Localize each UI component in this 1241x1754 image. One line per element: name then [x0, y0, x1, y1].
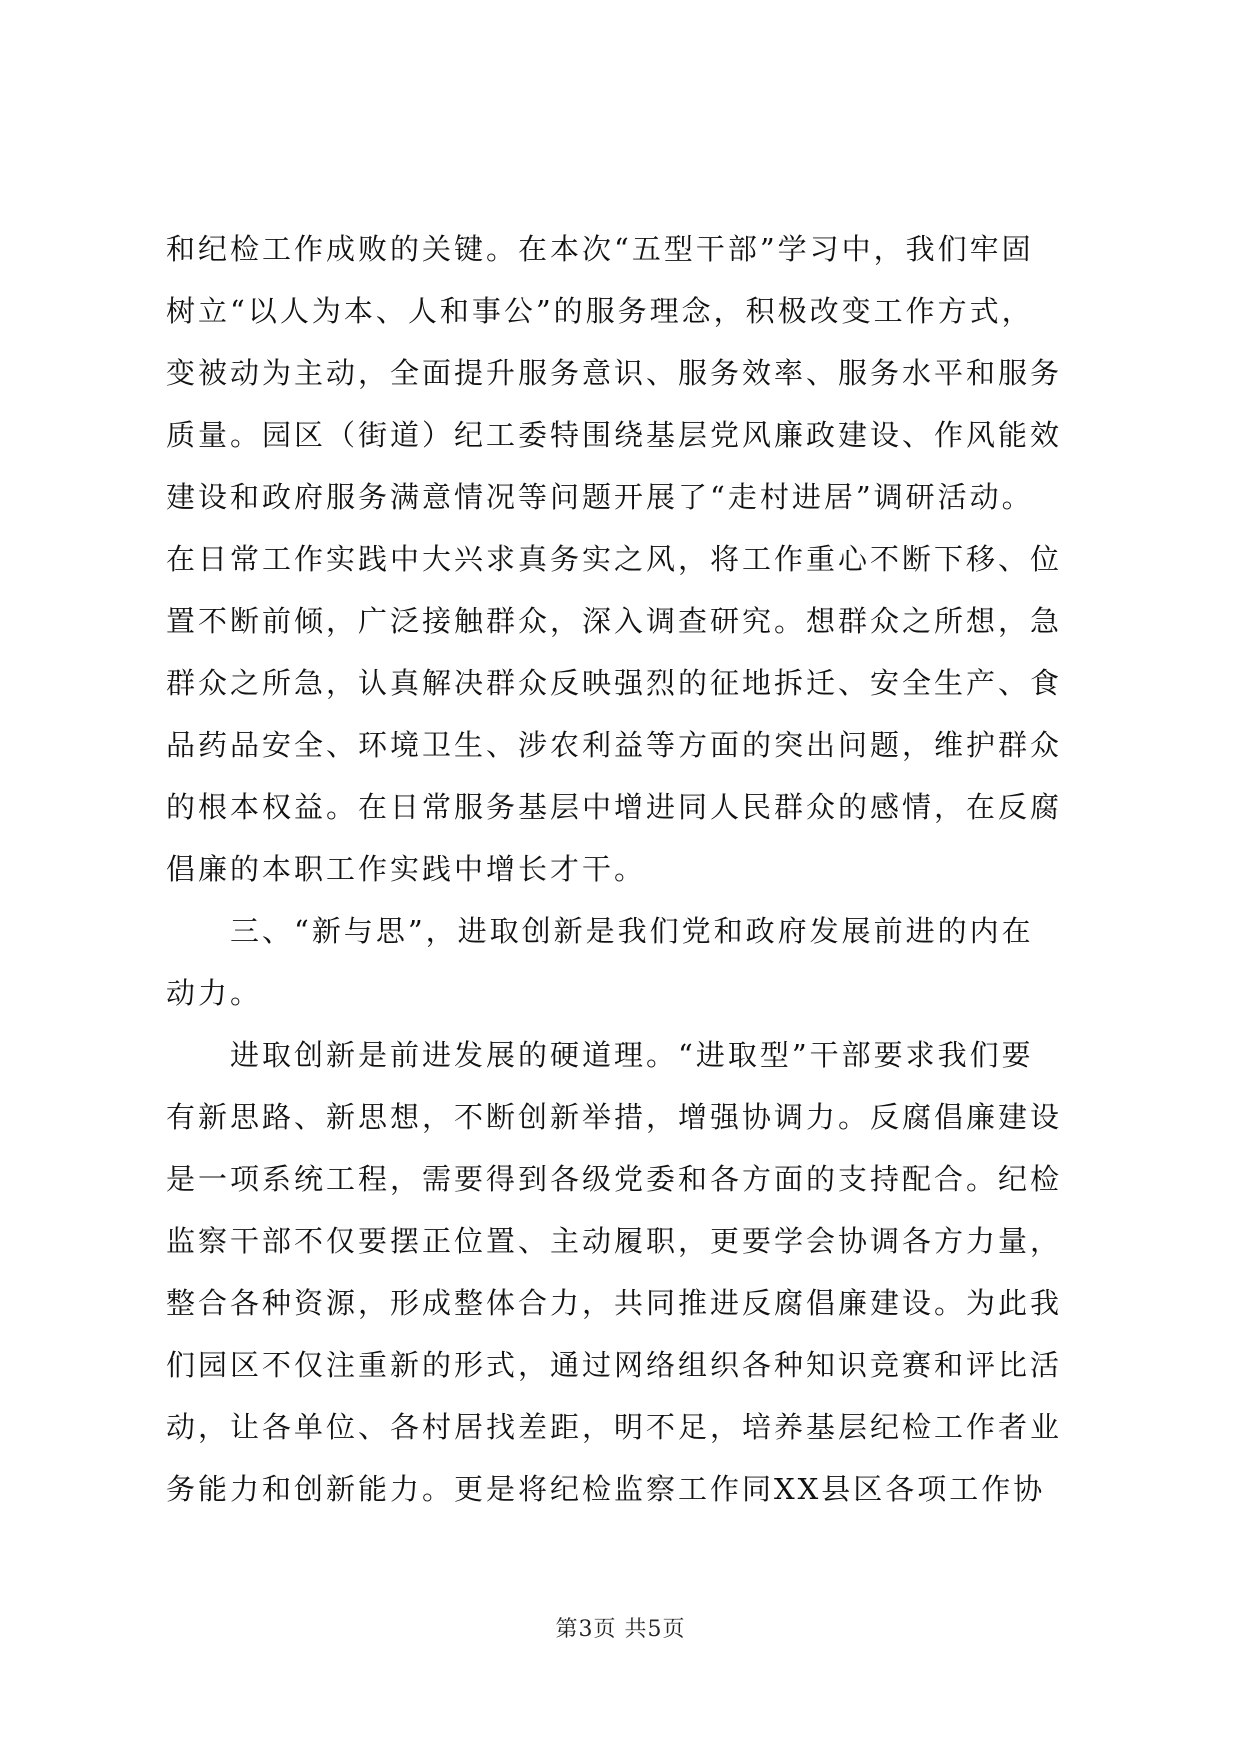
- text-line-8: 群众之所急，认真解决群众反映强烈的征地拆迁、安全生产、食: [166, 666, 1063, 700]
- text-line-6: 在日常工作实践中大兴求真务实之风，将工作重心不断下移、位: [166, 542, 1063, 576]
- section-heading-line-2: 动力。: [166, 976, 263, 1010]
- text-line-18: 整合各种资源，形成整体合力，共同推进反腐倡廉建设。为此我: [166, 1286, 1063, 1320]
- text-line-20: 动，让各单位、各村居找差距，明不足，培养基层纪检工作者业: [166, 1410, 1063, 1444]
- text-line-14: 进取创新是前进发展的硬道理。“进取型”干部要求我们要: [230, 1038, 1034, 1072]
- document-body: [166, 218, 1086, 1520]
- text-line-11: 倡廉的本职工作实践中增长才干。: [166, 852, 647, 886]
- text-line-17: 监察干部不仅要摆正位置、主动履职，更要学会协调各方力量，: [166, 1224, 1063, 1258]
- text-line-2: 树立“以人为本、人和事公”的服务理念，积极改变工作方式，: [166, 294, 1034, 328]
- text-line-16: 是一项系统工程，需要得到各级党委和各方面的支持配合。纪检: [166, 1162, 1063, 1196]
- text-line-1: 和纪检工作成败的关键。在本次“五型干部”学习中，我们牢固: [166, 232, 1034, 266]
- text-line-7: 置不断前倾，广泛接触群众，深入调查研究。想群众之所想，急: [166, 604, 1063, 638]
- text-line-3: 变被动为主动，全面提升服务意识、服务效率、服务水平和服务: [166, 356, 1063, 390]
- text-line-10: 的根本权益。在日常服务基层中增进同人民群众的感情，在反腐: [166, 790, 1063, 824]
- section-heading-line-1: 三、“新与思”，进取创新是我们党和政府发展前进的内在: [230, 914, 1034, 948]
- text-line-5: 建设和政府服务满意情况等问题开展了“走村进居”调研活动。: [166, 480, 1034, 514]
- text-line-4: 质量。园区（街道）纪工委特围绕基层党风廉政建设、作风能效: [166, 418, 1063, 452]
- text-line-15: 有新思路、新思想，不断创新举措，增强协调力。反腐倡廉建设: [166, 1100, 1063, 1134]
- text-line-21: 务能力和创新能力。更是将纪检监察工作同XX县区各项工作协: [166, 1472, 1046, 1506]
- page-number-footer: 第3页 共5页: [555, 1617, 686, 1642]
- text-line-19: 们园区不仅注重新的形式，通过网络组织各种知识竞赛和评比活: [166, 1348, 1063, 1382]
- text-line-9: 品药品安全、环境卫生、涉农利益等方面的突出问题，维护群众: [166, 728, 1063, 762]
